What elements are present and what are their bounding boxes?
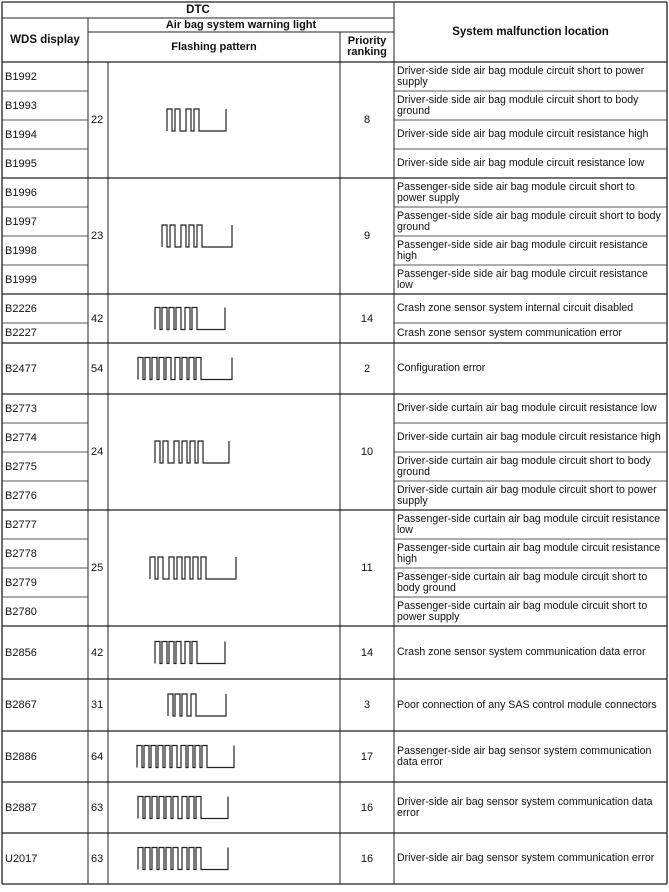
header-wds-display: WDS display [10,33,80,46]
malfunction-location: Passenger-side side air bag module circuit short to power supply [397,180,635,204]
wds-display-code: B2773 [5,402,37,415]
malfunction-location: Passenger-side curtain air bag module circuit resistance low [397,512,661,536]
header-flashing-pattern: Flashing pattern [171,40,257,53]
priority-ranking: 17 [360,750,374,763]
malfunction-location: Driver-side air bag sensor system communication data error [397,795,653,819]
flashing-pattern-waveform [155,308,225,330]
warning-light-code: 64 [91,750,104,763]
warning-light-code: 31 [91,699,104,711]
malfunction-location: Passenger-side side air bag module circuit short to body ground [397,209,661,233]
malfunction-location: Crash zone sensor system communication error [397,326,622,339]
warning-light-code: 25 [91,562,104,574]
malfunction-location: Passenger-side curtain air bag module circuit short to power supply [397,599,648,623]
wds-display-code: B1997 [5,215,37,228]
priority-ranking: 14 [360,312,374,325]
header-warning-light: Air bag system warning light [165,18,317,31]
wds-display-code: B2887 [5,801,37,814]
malfunction-location: Passenger-side curtain air bag module circuit resistance high [397,541,661,565]
malfunction-location: Driver-side side air bag module circuit resistance high [397,128,649,141]
wds-display-code: B2477 [5,362,37,375]
wds-display-code: B2774 [5,431,37,444]
header-malfunction-location: System malfunction location [452,25,609,38]
warning-light-code: 63 [91,801,104,814]
priority-ranking: 14 [360,646,374,659]
malfunction-location: Driver-side curtain air bag module circuit short to body ground [397,454,651,478]
wds-display-code: B1998 [5,244,37,257]
warning-light-code: 23 [91,230,104,242]
header-dtc: DTC [186,3,210,16]
header-priority-ranking: Priority ranking [347,35,387,58]
wds-display-code: B2856 [5,646,37,659]
malfunction-location: Driver-side curtain air bag module circuit resistance high [397,431,661,444]
wds-display-code: B2886 [5,750,37,763]
malfunction-location: Driver-side curtain air bag module circuit short to power supply [397,483,657,507]
wds-display-code: B1992 [5,70,37,83]
warning-light-code: 54 [91,362,104,375]
wds-display-code: B2226 [5,302,37,315]
malfunction-location: Driver-side curtain air bag module circuit resistance low [397,402,657,415]
wds-display-code: B2227 [5,327,37,339]
wds-display-code: B1994 [5,128,37,141]
priority-ranking: 8 [363,114,371,126]
warning-light-code: 42 [91,312,104,325]
malfunction-location: Crash zone sensor system internal circuit disabled [397,302,634,315]
flashing-pattern-waveform [167,109,226,131]
wds-display-code: B2779 [5,576,37,589]
priority-ranking: 11 [361,562,373,574]
warning-light-code: 42 [91,646,104,659]
flashing-pattern-waveform [138,358,232,380]
wds-display-code: B2777 [5,518,37,531]
warning-light-code: 24 [91,446,104,458]
flashing-pattern-waveform [168,694,226,716]
malfunction-location: Driver-side side air bag module circuit short to body ground [397,93,639,117]
wds-display-code: B1996 [5,186,37,199]
wds-display-code: B2776 [5,489,37,502]
malfunction-location: Crash zone sensor system communication data error [397,646,646,659]
priority-ranking: 16 [360,852,374,865]
priority-ranking: 10 [360,446,374,458]
priority-ranking: 3 [363,699,371,711]
wds-display-code: B2867 [5,699,37,711]
wds-display-code: B1993 [5,99,37,112]
malfunction-location: Driver-side side air bag module circuit resistance low [397,157,645,170]
malfunction-location: Poor connection of any SAS control module connectors [397,698,657,711]
wds-display-code: B2780 [5,605,37,618]
priority-ranking: 16 [360,801,374,814]
wds-display-code: B1995 [5,157,37,170]
priority-ranking: 2 [363,362,371,375]
wds-display-code: U2017 [5,852,38,865]
malfunction-location: Passenger-side air bag sensor system communication data error [397,744,652,768]
wds-display-code: B2778 [5,547,37,560]
malfunction-location: Configuration error [397,362,486,375]
warning-light-code: 22 [91,114,104,126]
flashing-pattern-waveform [137,746,234,768]
flashing-pattern-waveform [150,557,236,579]
flashing-pattern-waveform [155,441,229,463]
priority-ranking: 9 [363,230,371,242]
flashing-pattern-waveform [155,642,225,664]
wds-display-code: B2775 [5,460,37,473]
wds-display-code: B1999 [5,273,37,286]
flashing-pattern-waveform [138,848,228,870]
malfunction-location: Driver-side side air bag module circuit short to power supply [397,64,645,88]
malfunction-location: Passenger-side side air bag module circuit resistance high [397,238,648,262]
malfunction-location: Passenger-side side air bag module circuit resistance low [397,267,648,291]
flashing-pattern-waveform [138,797,228,819]
warning-light-code: 63 [91,852,104,865]
malfunction-location: Passenger-side curtain air bag module circuit short to body ground [397,570,648,594]
flashing-pattern-waveform [162,225,232,247]
malfunction-location: Driver-side air bag sensor system communication error [397,852,655,865]
